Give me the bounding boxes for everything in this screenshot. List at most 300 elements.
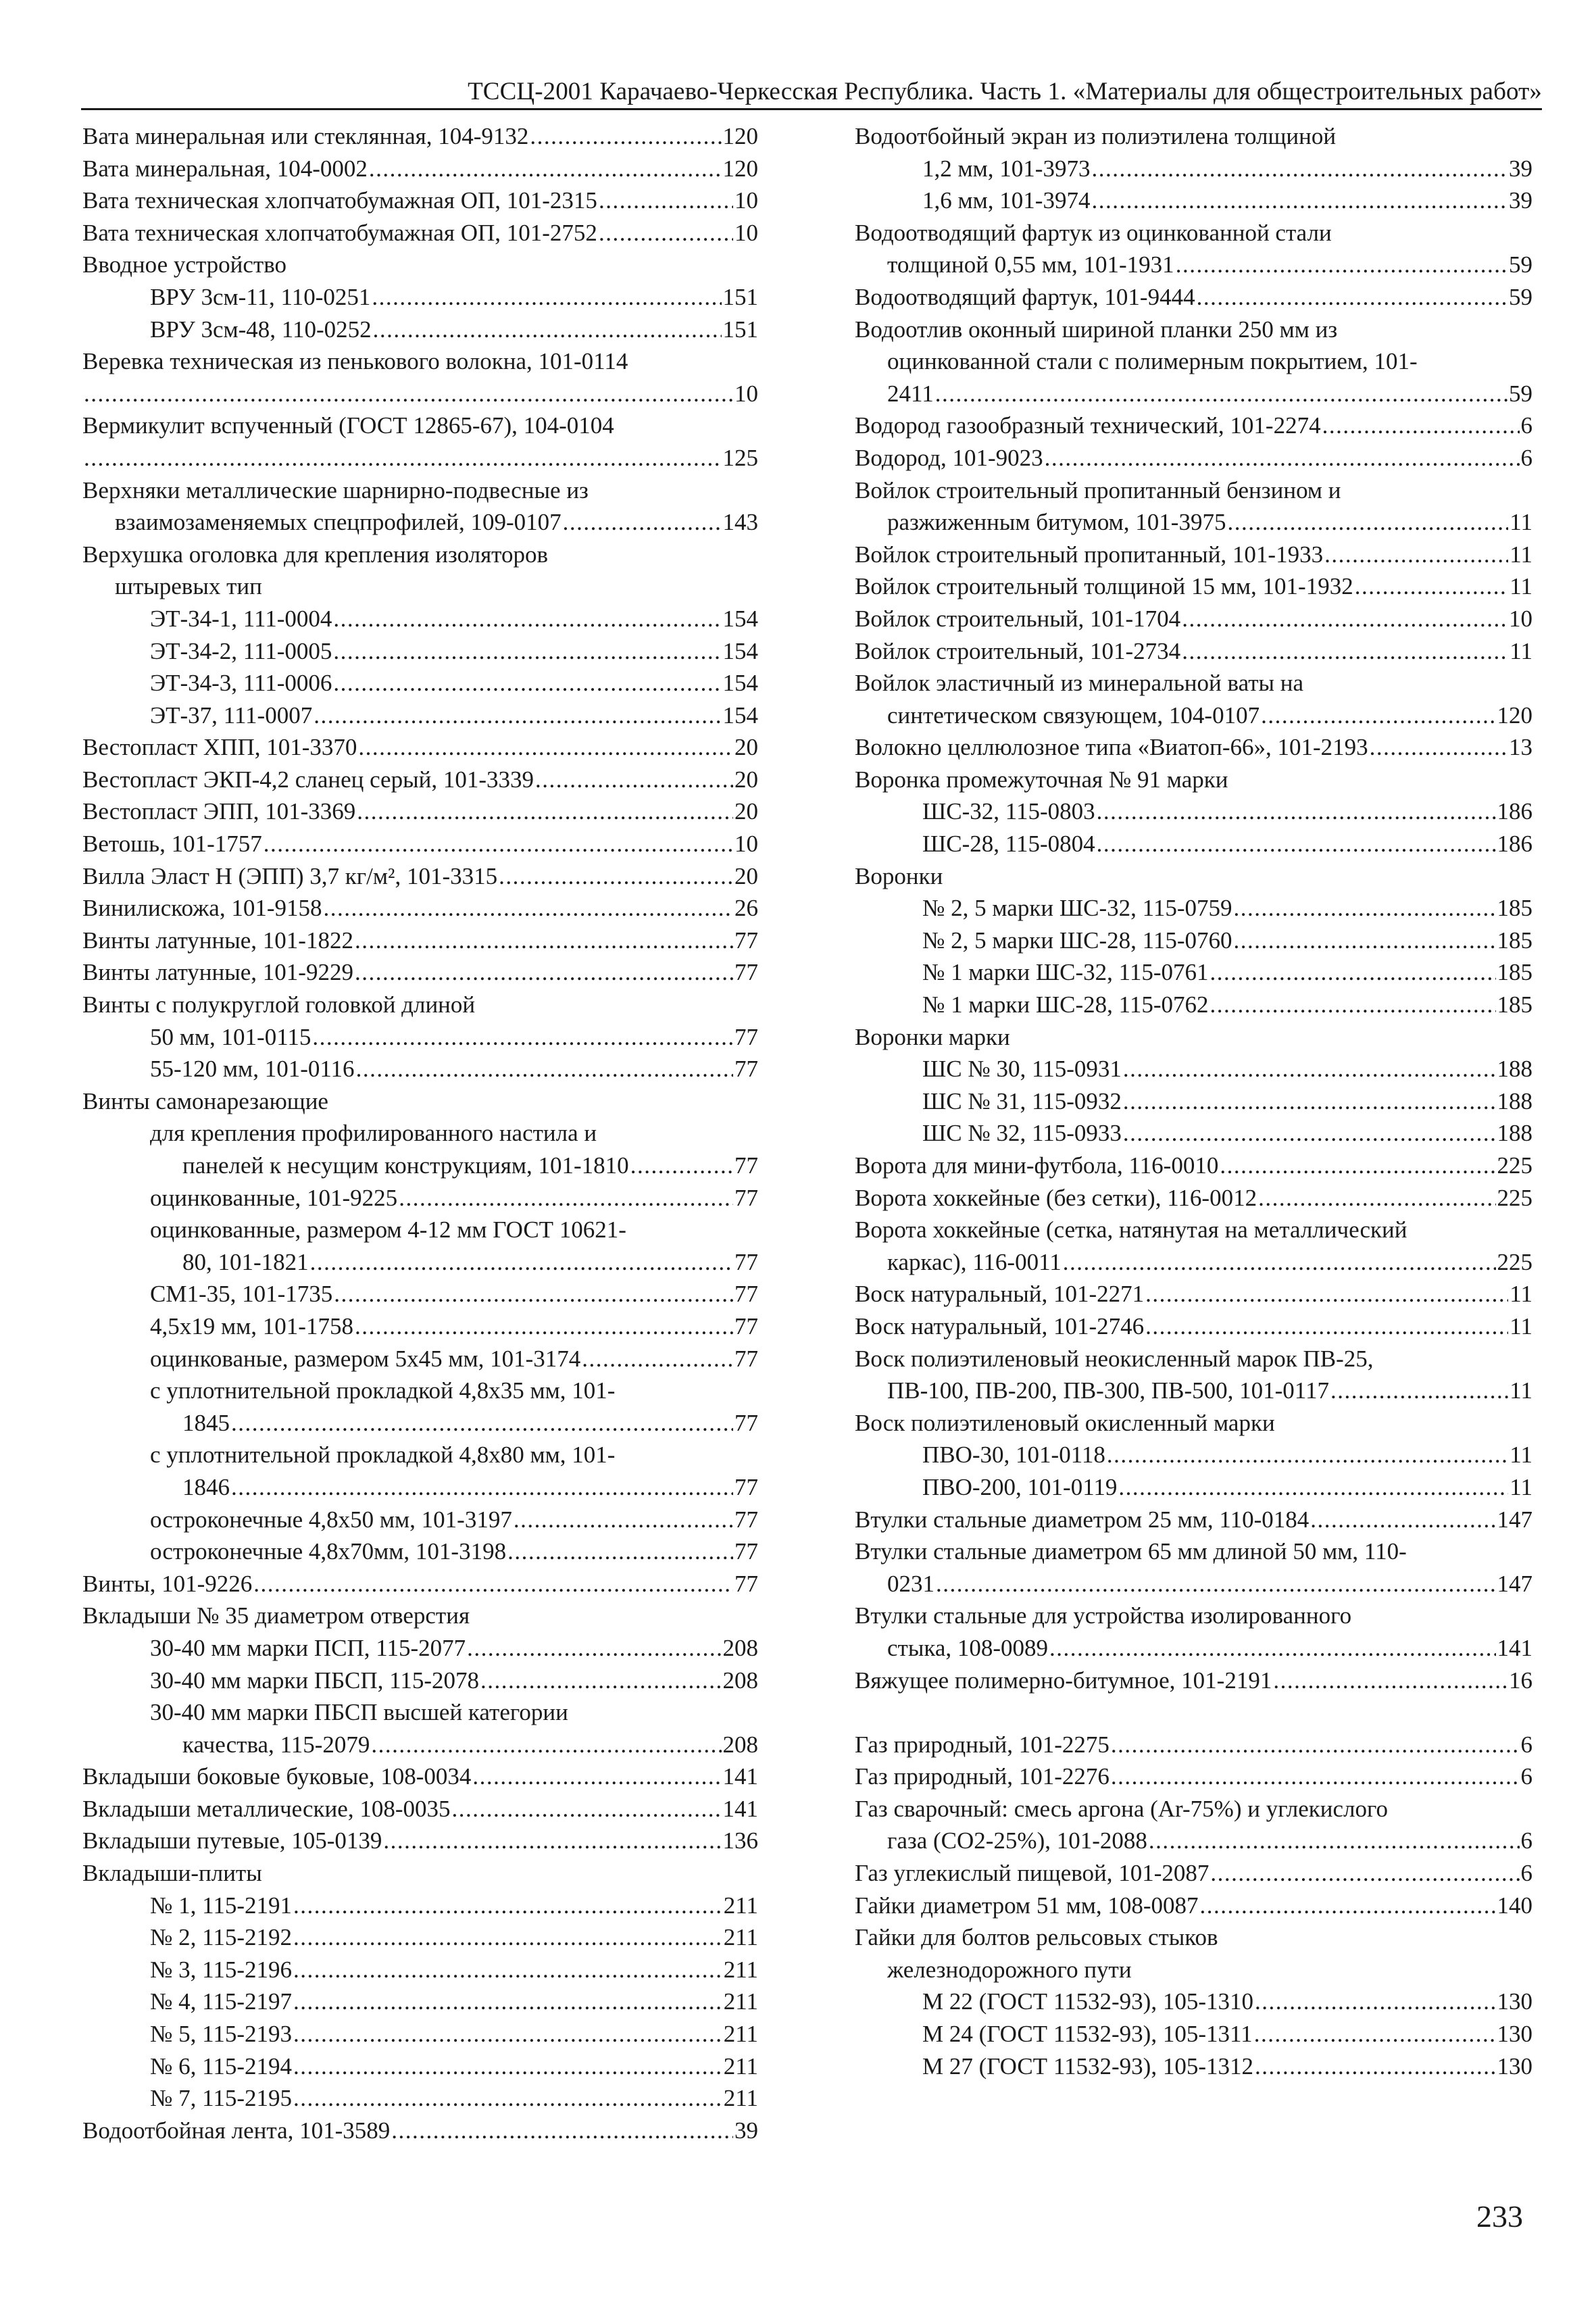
index-entry — [82, 699, 758, 732]
entry-text: ШС № 30, 115-0931 — [922, 1056, 1122, 1083]
index-entry-line — [855, 442, 1532, 474]
page-reference: 120 — [1497, 701, 1532, 729]
index-entry-line — [82, 956, 758, 989]
index-entry — [82, 1568, 758, 1600]
entry-text: Вкладыши боковые буковые, 108-0034 — [82, 1763, 472, 1790]
dot-leader — [582, 1343, 733, 1375]
index-entry-line — [855, 1921, 1532, 1954]
page-reference: 211 — [723, 2052, 758, 2079]
entry-text: № 5, 115-2193 — [150, 2021, 292, 2048]
entry-text: Вводное устройство — [82, 251, 286, 278]
index-entry — [855, 603, 1532, 635]
entry-text: Вата техническая хлопчатобумажная ОП, 101-2752 — [82, 219, 597, 246]
entry-text: Воск полиэтиленовый неокисленный марок ПВ-25, — [855, 1345, 1374, 1372]
entry-text: ШС № 32, 115-0933 — [922, 1120, 1122, 1147]
index-entry-line — [855, 2018, 1532, 2050]
index-entry — [855, 539, 1532, 571]
page-reference: 130 — [1497, 2052, 1532, 2079]
index-entry — [855, 2050, 1532, 2083]
entry-text: Водоотводящий фартук, 101-9444 — [855, 283, 1195, 310]
entry-text: Вяжущее полимерно-битумное, 101-2191 — [855, 1667, 1272, 1694]
entry-text: Вкладыши путевые, 105-0139 — [82, 1827, 382, 1854]
entry-text: с уплотнительной прокладкой 4,8х35 мм, 101- — [150, 1377, 616, 1404]
index-entry-line — [82, 153, 758, 185]
page-reference: 130 — [1497, 1988, 1532, 2015]
entry-text: Водоотбойный экран из полиэтилена толщиной — [855, 123, 1337, 149]
dot-leader — [1097, 795, 1496, 828]
index-entry-line — [855, 2050, 1532, 2083]
page-reference: 147 — [1497, 1506, 1532, 1533]
index-entry — [82, 249, 758, 281]
dot-leader — [630, 1150, 733, 1182]
dot-leader — [1210, 1857, 1519, 1890]
dot-leader — [935, 378, 1507, 410]
dot-leader — [514, 1504, 733, 1536]
index-entry — [82, 764, 758, 796]
page-reference: 141 — [722, 1795, 758, 1822]
index-entry — [855, 314, 1532, 410]
index-entry — [82, 860, 758, 893]
index-entry-line — [855, 410, 1532, 442]
entry-text: Газ углекислый пищевой, 101-2087 — [855, 1860, 1210, 1887]
entry-text: каркас), 116-0011 — [887, 1248, 1062, 1275]
index-entry — [855, 1214, 1532, 1278]
dot-leader — [399, 1182, 733, 1214]
dot-leader — [324, 892, 734, 925]
dot-leader — [535, 764, 733, 796]
index-entry-line — [82, 249, 758, 281]
index-entry-line — [855, 217, 1532, 249]
entry-text: остроконечные 4,8х50 мм, 101-3197 — [150, 1506, 512, 1533]
entry-text: Винты латунные, 101-1822 — [82, 927, 353, 954]
entry-text: М 27 (ГОСТ 11532-93), 105-1312 — [922, 2052, 1253, 2079]
entry-text: Ворота хоккейные (без сетки), 116-0012 — [855, 1184, 1257, 1211]
page-reference: 77 — [734, 927, 758, 954]
dot-leader — [356, 1053, 733, 1085]
page-reference: 6 — [1520, 1763, 1532, 1790]
entry-text: М 24 (ГОСТ 11532-93), 105-1311 — [922, 2021, 1253, 2048]
index-entry-line — [855, 474, 1532, 507]
index-entry-line — [82, 2115, 758, 2147]
index-entry-line — [82, 1535, 758, 1568]
entry-text: панелей к несущим конструкциям, 101-1810 — [182, 1152, 629, 1179]
dot-leader — [1111, 1761, 1520, 1793]
entry-text: 1,6 мм, 101-3974 — [922, 187, 1091, 214]
index-entry — [82, 1600, 758, 1632]
index-entry-line — [82, 474, 758, 507]
dot-leader — [253, 1568, 733, 1600]
page-reference: 141 — [1497, 1634, 1532, 1661]
index-entry — [855, 795, 1532, 828]
entry-text: ПВО-30, 101-0118 — [922, 1442, 1105, 1469]
index-entry-line — [82, 1665, 758, 1697]
entry-text: остроконечные 4,8х70мм, 101-3198 — [150, 1538, 507, 1565]
dot-leader — [355, 925, 733, 957]
entry-text: ПВО-200, 101-0119 — [922, 1473, 1118, 1500]
page-reference: 211 — [723, 1956, 758, 1983]
index-column-left — [82, 120, 758, 2146]
index-entry — [82, 2050, 758, 2083]
dot-leader — [530, 120, 721, 153]
page-reference: 77 — [734, 1409, 758, 1436]
index-entry-line — [82, 1085, 758, 1118]
index-entry — [855, 1793, 1532, 1857]
index-entry-line — [82, 1407, 758, 1439]
index-entry-line — [855, 1471, 1532, 1504]
entry-text: М 22 (ГОСТ 11532-93), 105-1310 — [922, 1988, 1253, 2015]
page-reference: 211 — [723, 1892, 758, 1919]
entry-text: Водоотводящий фартук из оцинкованной стали — [855, 219, 1332, 246]
page-reference: 211 — [723, 1924, 758, 1951]
index-entry-line — [855, 153, 1532, 185]
index-entry-line — [82, 442, 758, 474]
dot-leader — [1111, 1729, 1520, 1761]
entry-text: № 3, 115-2196 — [150, 1956, 292, 1983]
page-reference: 151 — [722, 283, 758, 310]
index-entry-line — [855, 1343, 1532, 1375]
page-reference: 125 — [722, 444, 758, 471]
index-entry-line — [855, 1600, 1532, 1632]
dot-leader — [472, 1761, 721, 1793]
dot-leader — [1149, 1825, 1520, 1857]
dot-leader — [231, 1407, 733, 1439]
dot-leader — [1220, 1150, 1495, 1182]
dot-leader — [563, 506, 722, 539]
dot-leader — [1210, 956, 1496, 989]
entry-text: Вестопласт ЭКП-4,2 сланец серый, 101-3339 — [82, 766, 534, 793]
index-entry-line — [855, 1407, 1532, 1439]
page-reference: 20 — [734, 798, 758, 825]
page-reference: 140 — [1497, 1892, 1532, 1919]
entry-text: Ворота для мини-футбола, 116-0010 — [855, 1152, 1219, 1179]
dot-leader — [293, 1921, 722, 1954]
entry-text: Вкладыши № 35 диаметром отверстия — [82, 1602, 470, 1629]
page-reference: 20 — [734, 734, 758, 761]
index-entry — [82, 1214, 758, 1278]
index-entry — [855, 925, 1532, 957]
index-entry-line — [82, 1182, 758, 1214]
entry-text: Винты с полукруглой головкой длиной — [82, 991, 476, 1018]
page-reference: 77 — [734, 1570, 758, 1597]
index-entry — [82, 1310, 758, 1343]
page-reference: 185 — [1497, 991, 1532, 1018]
index-entry — [855, 1600, 1532, 1664]
dot-leader — [371, 1729, 721, 1761]
index-entry — [855, 1021, 1532, 1054]
index-entry — [855, 1761, 1532, 1793]
index-entry — [855, 1310, 1532, 1343]
page-reference: 208 — [722, 1634, 758, 1661]
index-entry-line — [82, 667, 758, 699]
index-entry — [82, 1825, 758, 1857]
dot-leader — [1182, 603, 1507, 635]
index-entry-line — [855, 1150, 1532, 1182]
entry-text: 2411 — [887, 380, 934, 407]
page-reference: 188 — [1497, 1120, 1532, 1147]
entry-text: 1845 — [182, 1409, 230, 1436]
page-reference: 59 — [1509, 380, 1532, 407]
index-entry — [855, 1857, 1532, 1890]
index-entry — [855, 120, 1532, 153]
index-entry-line — [855, 699, 1532, 732]
dot-leader — [1097, 828, 1496, 860]
index-entry — [82, 892, 758, 925]
entry-text: Воск натуральный, 101-2746 — [855, 1312, 1145, 1339]
page-reference: 188 — [1497, 1056, 1532, 1083]
dot-leader — [293, 2050, 722, 2083]
index-entry-line — [855, 1857, 1532, 1890]
entry-text: Водород газообразный технический, 101-2274 — [855, 412, 1321, 439]
index-entry — [855, 1343, 1532, 1407]
index-entry-line — [82, 828, 758, 860]
entry-text: ЭТ-34-1, 111-0004 — [150, 605, 332, 632]
entry-text: штыревых тип — [115, 573, 262, 600]
dot-leader — [355, 1310, 733, 1343]
entry-text: Втулки стальные для устройства изолированного — [855, 1602, 1352, 1629]
entry-text: № 1 марки ШС-32, 115-0761 — [922, 959, 1209, 986]
index-entry — [82, 153, 758, 185]
entry-text: Водоотбойная лента, 101-3589 — [82, 2117, 391, 2144]
entry-text: № 2, 5 марки ШС-28, 115-0760 — [922, 927, 1232, 954]
index-entry-line — [82, 314, 758, 346]
index-entry — [855, 1986, 1532, 2018]
index-entry — [855, 442, 1532, 474]
index-entry — [855, 1535, 1532, 1600]
index-entry — [855, 1278, 1532, 1310]
index-entry-line — [82, 860, 758, 893]
dot-leader — [1234, 892, 1496, 925]
page-reference: 77 — [734, 1312, 758, 1339]
index-entry — [82, 731, 758, 764]
index-entry-line — [82, 925, 758, 957]
index-entry-line — [855, 506, 1532, 539]
index-entry-line — [82, 1696, 758, 1729]
dot-leader — [1255, 1986, 1496, 2018]
index-entry-line — [855, 603, 1532, 635]
index-entry — [82, 925, 758, 957]
dot-leader — [1324, 539, 1508, 571]
dot-leader — [1261, 699, 1495, 732]
index-entry — [855, 2018, 1532, 2050]
page-reference: 20 — [734, 766, 758, 793]
dot-leader — [1145, 1310, 1508, 1343]
dot-leader — [1330, 1375, 1508, 1407]
dot-leader — [293, 1954, 722, 1986]
index-entry-line — [82, 410, 758, 442]
entry-text: № 1 марки ШС-28, 115-0762 — [922, 991, 1209, 1018]
entry-text: Втулки стальные диаметром 65 мм длиной 50 мм, 110- — [855, 1538, 1407, 1565]
index-entry-line — [82, 1375, 758, 1407]
entry-text: Воск полиэтиленовый окисленный марки — [855, 1409, 1275, 1436]
index-entry-line — [82, 603, 758, 635]
index-entry-line — [855, 1890, 1532, 1922]
page-reference: 11 — [1510, 573, 1532, 600]
index-entry — [82, 474, 758, 539]
page-reference: 11 — [1510, 1377, 1532, 1404]
dot-leader — [1091, 153, 1507, 185]
index-entry — [82, 1696, 758, 1761]
index-entry — [855, 956, 1532, 989]
index-entry-line — [82, 1471, 758, 1504]
dot-leader — [358, 731, 733, 764]
index-entry — [855, 667, 1532, 731]
dot-leader — [1091, 184, 1507, 217]
index-entry — [82, 989, 758, 1021]
dot-leader — [599, 217, 733, 249]
index-entry — [855, 731, 1532, 764]
entry-text: 4,5х19 мм, 101-1758 — [150, 1312, 353, 1339]
index-entry-line — [82, 506, 758, 539]
index-entry — [855, 1729, 1532, 1761]
index-entry-line — [82, 1954, 758, 1986]
index-entry-line — [855, 1375, 1532, 1407]
index-entry-line — [855, 1504, 1532, 1536]
index-entry — [82, 2018, 758, 2050]
index-entry-line — [82, 731, 758, 764]
page-reference: 211 — [723, 2021, 758, 2048]
dot-leader — [451, 1793, 721, 1825]
dot-leader — [314, 699, 721, 732]
page-reference: 59 — [1509, 283, 1532, 310]
entry-text: Вилла Эласт Н (ЭПП) 3,7 кг/м², 101-3315 — [82, 862, 498, 889]
entry-text: Веревка техническая из пенькового волокна, 101-0114 — [82, 348, 628, 375]
entry-text: Воронки — [855, 862, 943, 889]
index-entry-line — [82, 2082, 758, 2115]
index-entry-line — [855, 570, 1532, 603]
entry-text: 55-120 мм, 101-0116 — [150, 1056, 355, 1083]
index-entry — [855, 1890, 1532, 1922]
entry-text: 50 мм, 101-0115 — [150, 1023, 311, 1050]
dot-leader — [1370, 731, 1507, 764]
index-entry — [855, 474, 1532, 539]
index-entry — [855, 989, 1532, 1021]
entry-text: разжиженным битумом, 101-3975 — [887, 509, 1226, 536]
page-reference: 39 — [1509, 187, 1532, 214]
entry-text: Войлок эластичный из минеральной ваты на — [855, 670, 1304, 697]
entry-text: толщиной 0,55 мм, 101-1931 — [887, 251, 1174, 278]
entry-text: Войлок строительный пропитанный, 101-1933 — [855, 541, 1324, 568]
index-entry — [82, 2115, 758, 2147]
dot-leader — [467, 1632, 721, 1665]
page-reference: 151 — [722, 316, 758, 343]
page-reference: 77 — [734, 1184, 758, 1211]
index-entry — [855, 1182, 1532, 1214]
entry-text: Водоотлив оконный шириной планки 250 мм из — [855, 316, 1338, 343]
page-reference: 11 — [1510, 541, 1532, 568]
index-entry-line — [855, 1117, 1532, 1150]
entry-text: Войлок строительный пропитанный бензином и — [855, 476, 1341, 503]
index-entry — [82, 1053, 758, 1085]
index-entry-line — [855, 1825, 1532, 1857]
page-reference: 6 — [1520, 412, 1532, 439]
page-reference: 185 — [1497, 927, 1532, 954]
entry-text: Воронка промежуточная № 91 марки — [855, 766, 1228, 793]
entry-text: Верхушка оголовка для крепления изоляторов — [82, 541, 549, 568]
page-reference: 59 — [1509, 251, 1532, 278]
page-reference: 136 — [722, 1827, 758, 1854]
index-entry-line — [855, 378, 1532, 410]
index-entry — [855, 860, 1532, 893]
dot-leader — [1310, 1504, 1495, 1536]
entry-text: Воронки марки — [855, 1023, 1010, 1050]
index-entry-line — [855, 956, 1532, 989]
page-reference: 211 — [723, 1988, 758, 2015]
page-reference: 10 — [734, 380, 758, 407]
dot-leader — [599, 184, 733, 217]
entry-text: Вата техническая хлопчатобумажная ОП, 101-2315 — [82, 187, 597, 214]
entry-text: № 2, 115-2192 — [150, 1924, 292, 1951]
entry-text: стыка, 108-0089 — [887, 1634, 1049, 1661]
index-column-right — [855, 120, 1532, 2082]
index-entry — [82, 956, 758, 989]
index-entry — [82, 1085, 758, 1118]
index-entry-line — [82, 795, 758, 828]
index-entry-line — [855, 1439, 1532, 1471]
page-reference: 20 — [734, 862, 758, 889]
index-entry-line — [855, 1278, 1532, 1310]
header-title: ТССЦ-2001 Карачаево-Черкесская Республика. Часть 1. «Материалы для общестроительных работ» — [468, 78, 1542, 105]
index-entry — [82, 667, 758, 699]
index-entry-line — [82, 1214, 758, 1246]
index-entry — [855, 153, 1532, 185]
index-entry-line — [855, 1954, 1532, 1986]
index-entry-line — [855, 1729, 1532, 1761]
dot-leader — [1045, 442, 1520, 474]
entry-text: Верхняки металлические шарнирно-подвесные из — [82, 476, 589, 503]
dot-leader — [357, 795, 733, 828]
page-reference: 77 — [734, 1345, 758, 1372]
page-reference: 10 — [734, 187, 758, 214]
entry-text: Войлок строительный, 101-1704 — [855, 605, 1181, 632]
entry-text: Винты, 101-9226 — [82, 1570, 253, 1597]
page-reference: 225 — [1497, 1152, 1532, 1179]
index-entry-line — [82, 281, 758, 314]
index-entry-line — [82, 1857, 758, 1890]
entry-text: Войлок строительный, 101-2734 — [855, 637, 1181, 664]
index-entry-line — [855, 1021, 1532, 1054]
index-entry — [855, 1439, 1532, 1471]
index-entry-line — [82, 1729, 758, 1761]
index-entry — [82, 217, 758, 249]
page-reference: 154 — [722, 701, 758, 729]
page-reference: 225 — [1497, 1248, 1532, 1275]
entry-text: № 6, 115-2194 — [150, 2052, 292, 2079]
index-entry-line — [855, 539, 1532, 571]
entry-text: Газ природный, 101-2276 — [855, 1763, 1109, 1790]
entry-text: № 2, 5 марки ШС-32, 115-0759 — [922, 895, 1232, 922]
index-entry-line — [82, 764, 758, 796]
index-entry — [855, 184, 1532, 217]
index-entry — [82, 1278, 758, 1310]
index-entry-line — [855, 892, 1532, 925]
index-entry — [82, 539, 758, 603]
index-entry-line — [855, 1053, 1532, 1085]
index-entry-line — [82, 1310, 758, 1343]
page-reference: 120 — [722, 155, 758, 182]
index-entry-line — [82, 1343, 758, 1375]
dot-leader — [373, 314, 722, 346]
page-reference: 10 — [1509, 605, 1532, 632]
page-reference: 6 — [1520, 1827, 1532, 1854]
index-entry-line — [82, 699, 758, 732]
entry-text: оцинкованые, размером 5х45 мм, 101-3174 — [150, 1345, 581, 1372]
dot-leader — [372, 281, 721, 314]
index-entry — [855, 764, 1532, 796]
page-reference: 77 — [734, 1023, 758, 1050]
entry-text: Вата минеральная, 104-0002 — [82, 155, 368, 182]
dot-leader — [84, 378, 733, 410]
dot-leader — [293, 1890, 722, 1922]
